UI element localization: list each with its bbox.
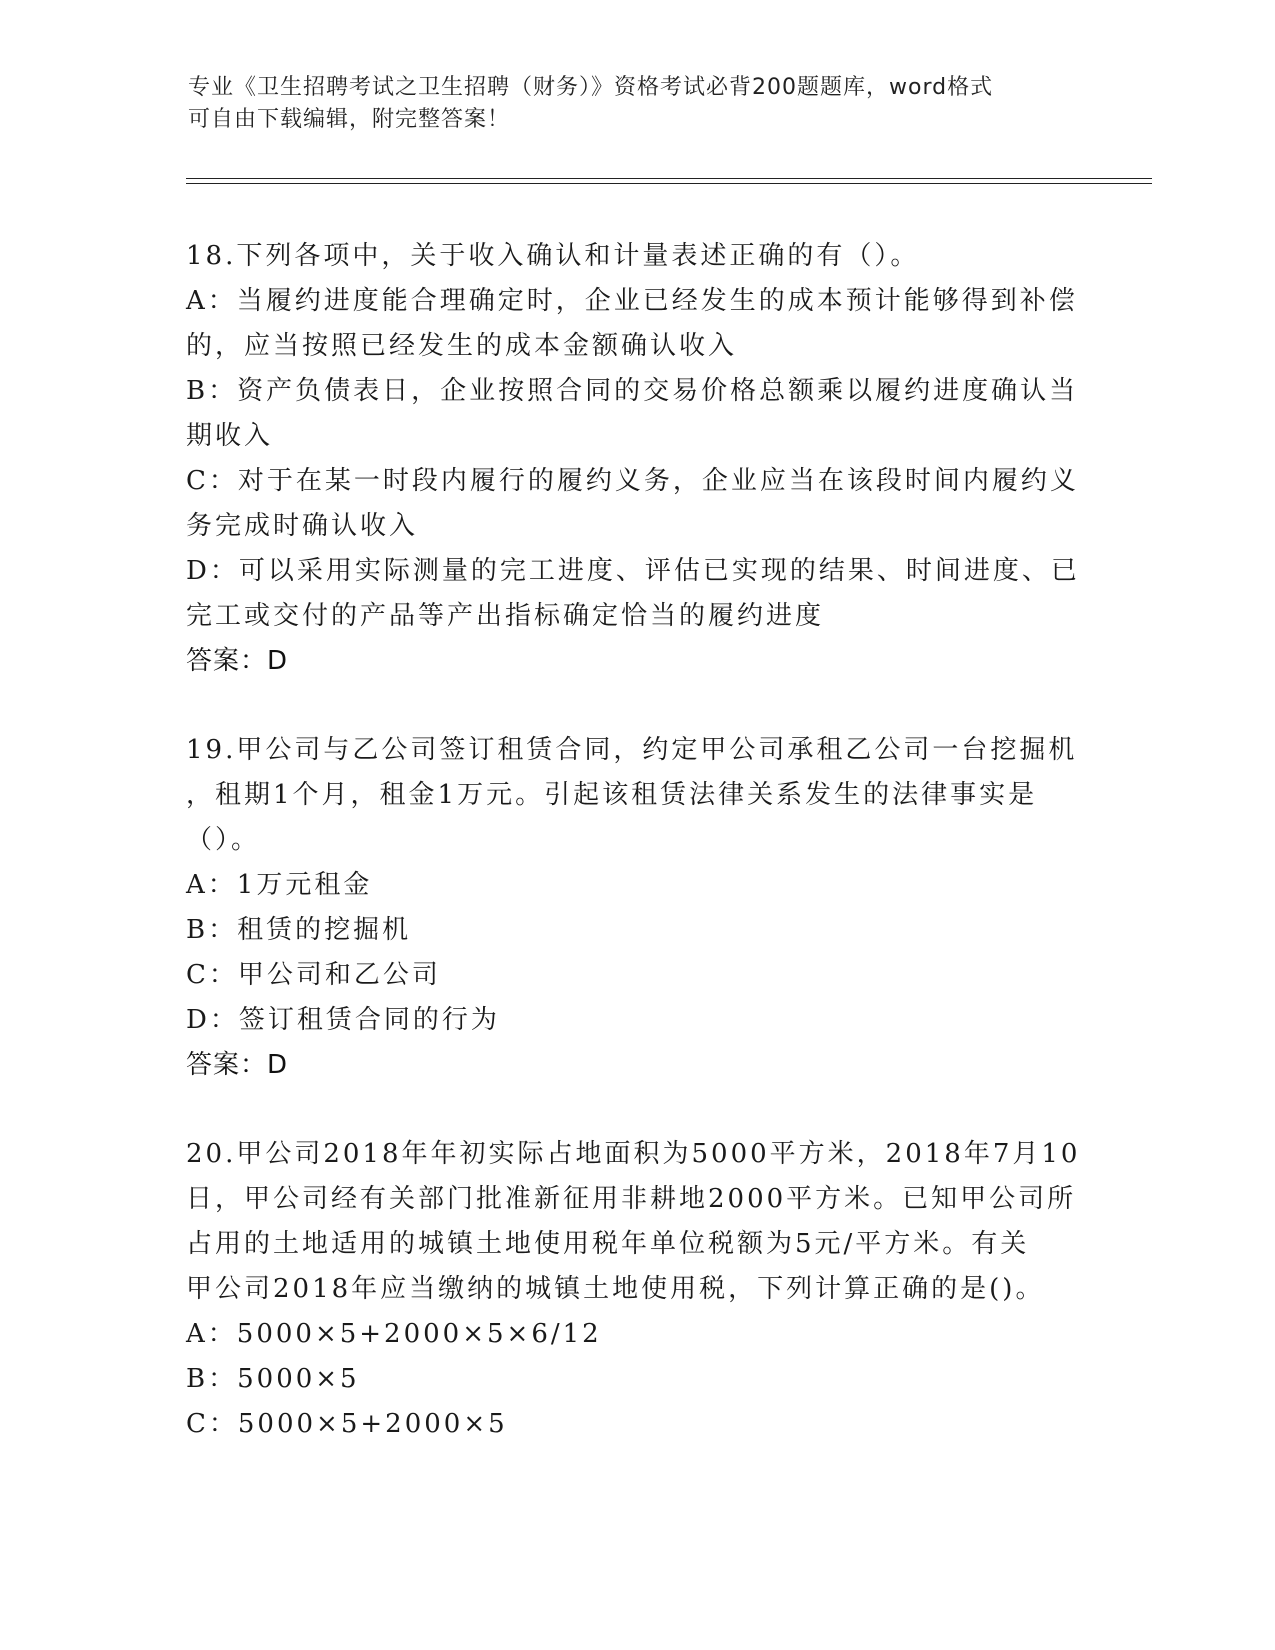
question-18-option-b: B：资产负债表日，企业按照合同的交易价格总额乘以履约进度确认当 [186,376,1079,406]
question-19-stem-cont-2: （）。 [186,825,261,855]
document-header [188,72,1068,136]
question-20-option-a: A：5000×5+2000×5×6/12 [186,1319,602,1349]
question-19-option-a: A：1万元租金 [186,870,373,900]
question-18-answer: 答案：D [186,646,289,676]
question-20-option-c: C：5000×5+2000×5 [186,1409,508,1439]
question-18-stem: 18.下列各项中，关于收入确认和计量表述正确的有（）。 [186,241,920,271]
question-18 [186,234,1086,684]
question-19-stem: 19.甲公司与乙公司签订租赁合同，约定甲公司承租乙公司一台挖掘机 [186,735,1078,765]
header-line-2: 可自由下载编辑，附完整答案！ [188,107,511,132]
question-18-option-a-cont: 的，应当按照已经发生的成本金额确认收入 [186,331,738,361]
header-divider-bottom [186,183,1152,184]
header-line-1: 专业《卫生招聘考试之卫生招聘（财务）》资格考试必背200题题库，word格式 [188,75,994,100]
question-18-option-d: D：可以采用实际测量的完工进度、评估已实现的结果、时间进度、已 [186,556,1080,586]
question-20-stem-cont-3: 甲公司2018年应当缴纳的城镇土地使用税，下列计算正确的是()。 [186,1274,1045,1304]
header-divider-top [186,178,1152,179]
question-19-option-c: C：甲公司和乙公司 [186,960,441,990]
question-19-answer: 答案：D [186,1050,289,1080]
question-19-stem-cont-1: ，租期1个月，租金1万元。引起该租赁法律关系发生的法律事实是 [186,780,1038,810]
question-20-stem-cont-2: 占用的土地适用的城镇土地使用税年单位税额为5元/平方米。有关 [186,1229,1030,1259]
question-19 [186,728,1086,1088]
question-18-option-a: A：当履约进度能合理确定时，企业已经发生的成本预计能够得到补偿 [186,286,1078,316]
question-20 [186,1132,1086,1447]
question-18-option-c: C：对于在某一时段内履行的履约义务，企业应当在该段时间内履约义 [186,466,1079,496]
question-18-option-c-cont: 务完成时确认收入 [186,511,419,541]
question-19-option-d: D：签订租赁合同的行为 [186,1005,500,1035]
question-20-stem-cont-1: 日，甲公司经有关部门批准新征用非耕地2000平方米。已知甲公司所 [186,1184,1077,1214]
question-20-option-b: B：5000×5 [186,1364,360,1394]
question-18-option-b-cont: 期收入 [186,421,274,451]
question-20-stem: 20.甲公司2018年年初实际占地面积为5000平方米，2018年7月10 [186,1139,1081,1169]
question-list [186,234,1086,1491]
question-19-option-b: B：租赁的挖掘机 [186,915,412,945]
question-18-option-d-cont: 完工或交付的产品等产出指标确定恰当的履约进度 [186,601,825,631]
